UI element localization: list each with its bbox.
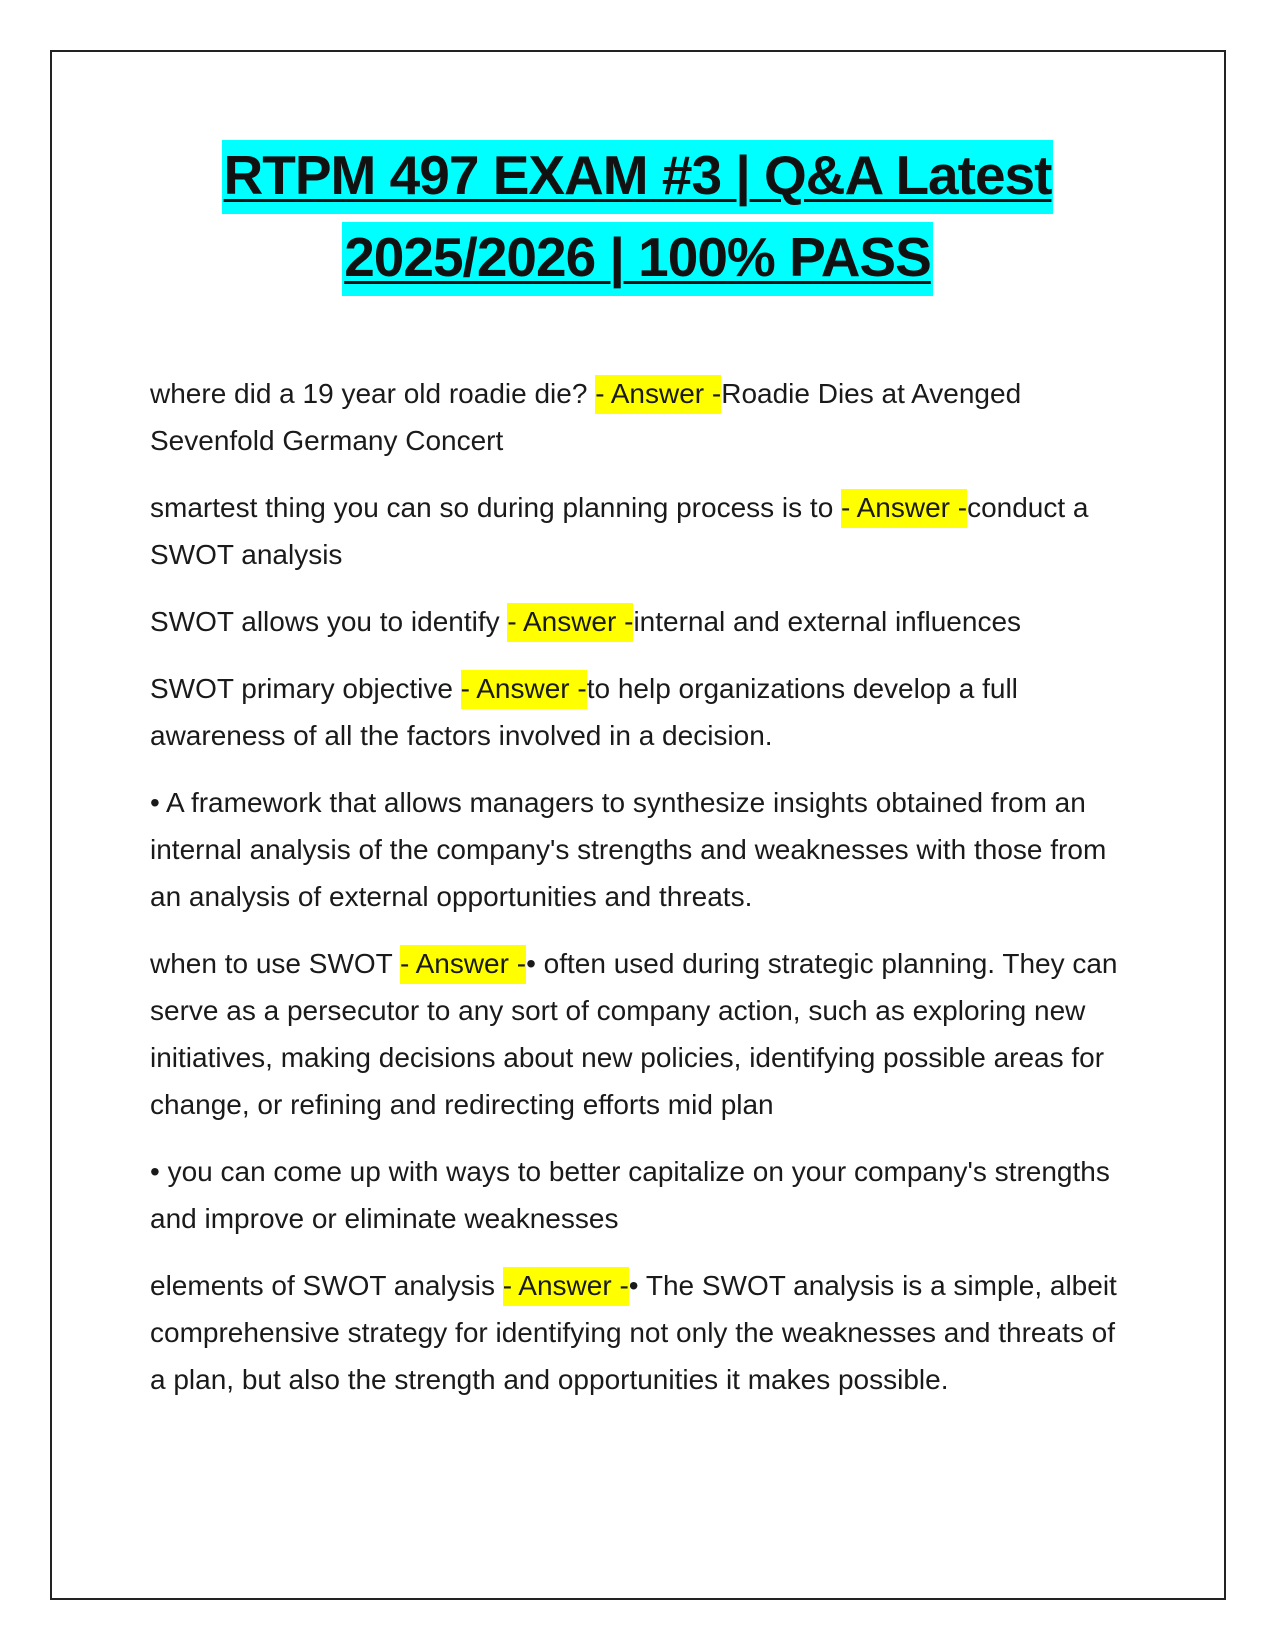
answer-text: to help organizations develop a full awareness of all the factors involved in a decision. — [150, 673, 1018, 751]
answer-text: • The SWOT analysis is a simple, albeit comprehensive strategy for identifying not only the weaknesses and threats of a plan, but also the strength and opportunities it makes possible. — [150, 1270, 1117, 1395]
qa-content — [150, 370, 1120, 1423]
qa-item — [150, 940, 1120, 1128]
answer-marker: - Answer - — [595, 375, 721, 414]
title-line-1: RTPM 497 EXAM #3 | Q&A Latest — [222, 140, 1054, 214]
title-line-2: 2025/2026 | 100% PASS — [342, 222, 933, 296]
qa-item — [150, 1262, 1120, 1403]
question-text: where did a 19 year old roadie die? — [150, 378, 596, 409]
answer-text: Roadie Dies at Avenged Sevenfold Germany Concert — [150, 378, 1022, 456]
answer-marker: - Answer - — [507, 603, 633, 642]
document-title — [0, 140, 1275, 304]
qa-item — [150, 598, 1120, 645]
qa-item — [150, 665, 1120, 759]
answer-text: • often used during strategic planning. They can serve as a persecutor to any sort of company action, such as exploring new initiatives, making decisions about new policies, identifying possible areas for change, or refining and redirecting efforts mid plan — [150, 948, 1118, 1120]
qa-item — [150, 370, 1120, 464]
question-text: when to use SWOT — [150, 948, 401, 979]
answer-marker: - Answer - — [503, 1267, 629, 1306]
question-text: SWOT allows you to identify — [150, 606, 508, 637]
question-text: elements of SWOT analysis — [150, 1270, 503, 1301]
answer-text: internal and external influences — [633, 606, 1022, 637]
qa-item — [150, 1148, 1120, 1242]
question-text: SWOT primary objective — [150, 673, 461, 704]
answer-marker: - Answer - — [461, 670, 587, 709]
qa-item — [150, 779, 1120, 920]
answer-text: conduct a SWOT analysis — [150, 492, 1089, 570]
bullet-text: • you can come up with ways to better capitalize on your company's strengths and improve or eliminate weaknesses — [150, 1156, 1110, 1234]
answer-marker: - Answer - — [841, 489, 967, 528]
question-text: smartest thing you can so during planning process is to — [150, 492, 842, 523]
answer-marker: - Answer - — [400, 945, 526, 984]
bullet-text: • A framework that allows managers to synthesize insights obtained from an internal analysis of the company's strengths and weaknesses with those from an analysis of external opportunities and threats. — [150, 787, 1107, 912]
qa-item — [150, 484, 1120, 578]
